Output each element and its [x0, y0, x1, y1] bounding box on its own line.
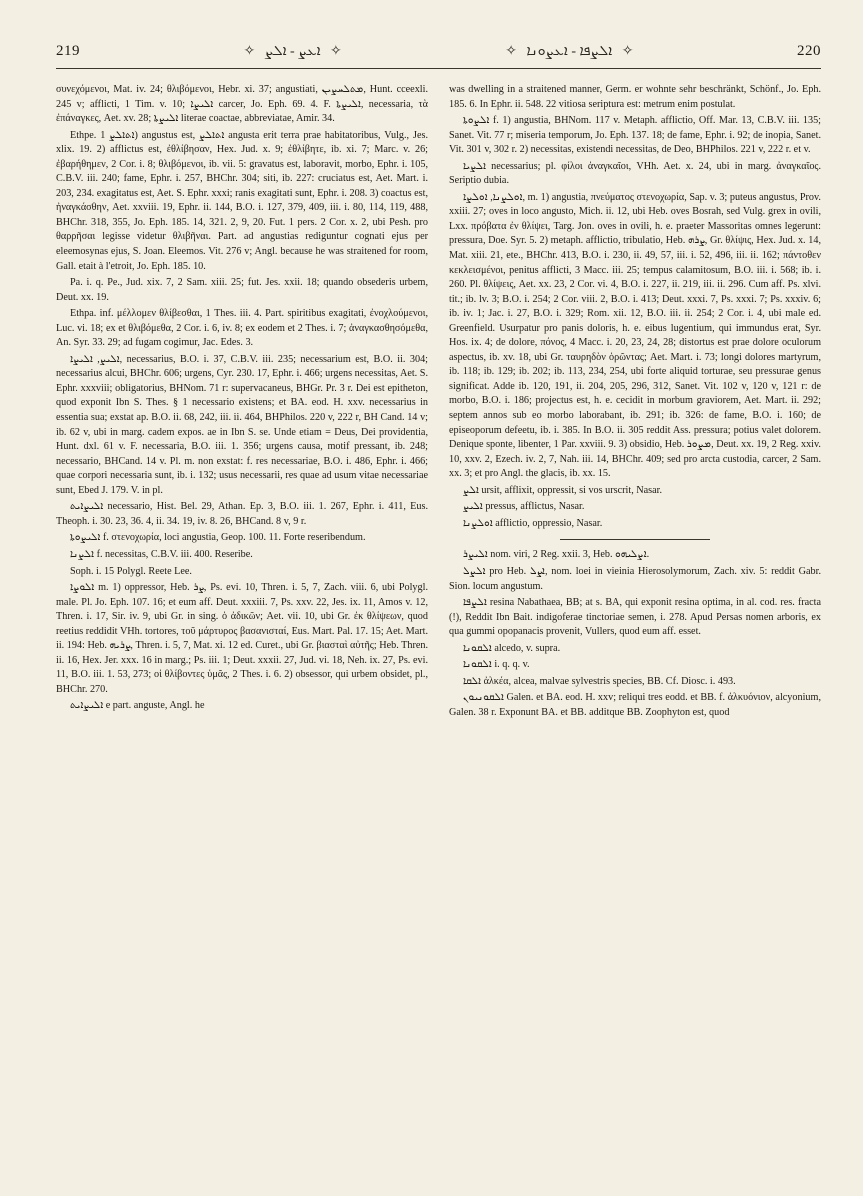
left-running-head: ✧ ܐܥܨ - ܐܠܨ ✧ [243, 43, 342, 59]
right-column [449, 83, 821, 1173]
dictionary-entry: ܐܠܩܘܢܐ alcedo, v. supra. [463, 642, 561, 654]
dictionary-entry: ܐܠܝܨ, ܐܠܝܨܐ, necessarius, B.O. i. 37, C.B.V. iii. 235; necessarium est, B.O. ii. 304; necessarius alcui, BHChr. 606; urgens, Cyr. 230. 17, Ephr. i. 466; urgens necessitas, Aet. S. Ephr. xxxviii; obligatorius, BHNom. 71 r: supervacaneus, BHGr. Pr. 3 r. Dei est epitheton, quod exponit Ibn S. Thes. § 1 necessario existens; et BA. eod. H. xxv. necessarius in essentia sua; exstat ap. B.O. ii. 68, 242, iii. ii. 464, BHPhilos. 220 v, 222 r, BH Cand. 14 v; ib. 62 v, ubi in marg. cadem expos. ae in Ibn S. se. Unde etiam = Deus, Dei providentia, Hunt. dxl. 61 v. F. necessaria, B.O. iii. 1. 356; urgens causa, motif pressant, ib. 248; necessario, BHCand. 14 v. Pl. m. non exstat: f. res necessariae, B.O. i. 486, Ephr. i. 466; quae corpori necessaria sunt, ib. i. 132; usus necessarii, res quae ad usum vitae necessariae sunt, Ebed J. 179. V. in pl. [56, 353, 428, 496]
dictionary-entry: ܐܠܨܠ pro Heb. ܐܨܠ, nom. loei in vieinia Hierosolymorum, Zach. xiv. 5: reddit Gabr. Sion. locum angustum. [449, 565, 821, 592]
dictionary-entry: ܐܘܠܨܢܐ afflictio, oppressio, Nasar. [463, 517, 603, 529]
dictionary-entry: συνεχόμενοι, Mat. iv. 24; θλιβόμενοι, Hebr. xi. 37; angustiati, ܡܬܠܚܨܝܢ, Hunt. cceexli. 245 v; afflicti, 1 Tim. v. 10; ܐܠܝܨܐ carcer, Jo. Eph. 69. 4. F. ܐܠܝܨܬܐ, necessaria, τὰ ἐπάναγκες, Aet. xv. 28; ܐܠܝܨܬܐ literae coactae, abbreviatae, Amir. 34. [56, 84, 428, 125]
dictionary-entry: ܐܠܝܨ pressus, afflictus, Nasar. [463, 501, 585, 513]
dictionary-entry: ܐܠܨܝܐ necessarius; pl. φίλοι ἀναγκαῖοι, VHh. Aet. x. 24, ubi in marg. ἀναγκαῖος. Seriptio dubia. [449, 160, 821, 187]
dictionary-entry: ܐܠܩܘܢܐ i. q. q. v. [463, 659, 530, 671]
dictionary-entry: ܐܠܝܨܘܬܐ f. στενοχωρία, loci angustia, Geop. 100. 11. Forte reseribendum. [70, 532, 366, 544]
two-column-body [56, 83, 821, 1173]
section-separator [560, 539, 710, 540]
dictionary-entry: ܐܠܩܘܢܝܘܢ Galen. et BA. eod. H. xxv; reliqui tres eodd. et BB. f. ἀλκυόνιον, alcyonium, Galen. 38 r. Exponunt BA. et BB. additque BB. Zoophyton est, quod [449, 692, 821, 718]
left-page-number: 219 [56, 42, 80, 59]
dictionary-entry: ܐܠܩܐ ἀλκέα, alcea, malvae sylvestris species, BB. Cf. Diosc. i. 493. [463, 675, 736, 687]
header-rule [56, 68, 821, 69]
dictionary-entry: ܐܠܨܦܐ resina Nabathaea, BB; at s. BA, qui exponit resina optima, in al. cod. res. fracta (!), Reddit Ibn Bait. indigoferae tinctoriae semen, i. 278. Apud Persas nomen arboris, ex qua gummi opopanacis provenit, Vullers, quod eum aff. esset. [449, 597, 821, 638]
dictionary-entry: was dwelling in a straitened manner, Germ. er wohnte sehr beschränkt, Schönf., Jo. Eph. 185. 6. In Ephr. ii. 548. 22 vitiosa seriptura est: metrum enim postulat. [449, 84, 821, 110]
right-page-number: 220 [796, 42, 821, 59]
dictionary-entry: ܐܠܨ ursit, afflixit, oppressit, si vos urscrit, Nasar. [463, 484, 663, 496]
left-column [56, 83, 428, 1173]
dictionary-entry: Soph. i. 15 Polygl. Reete Lee. [70, 565, 192, 577]
dictionary-entry: Pa. i. q. Pe., Jud. xix. 7, 2 Sam. xiii. 25; fut. Jes. xxii. 18; quando obsederis urbem, Deut. xx. 19. [56, 277, 428, 303]
dictionary-entry: ܐܠܨܢܐ f. necessitas, C.B.V. iii. 400. Reseribe. [70, 548, 253, 560]
dictionary-entry: ܐܠܝܨܪ nom. viri, 2 Reg. xxii. 3, Heb. ܐܨܠܝܗܘ. [463, 549, 650, 561]
dictionary-entry: ܐܠܘܨܐ m. 1) oppressor, Heb. ܨܪ, Ps. evi. 10, Thren. i. 5, 7, Zach. viii. 6, ubi Polygl. male. Pl. Jo. Eph. 107. 16; et eum aff. Deut. xxxiii. 7, Ps. xxv. 22, Jes. ix. 11, Amos v. 12, Thren. i. 17, Sir. iv. 9, ubi Gr. in sing. ὁ ἀδικῶν; Aet. vii. 10, ubi Gr. ἐκ θλίψεων, quod reetius reddidit VHh. tortores, τοῦ μάρτυρος βασανισταί, Eus. Mart. Pal. 17. 15; Aet. Mart. ii. 194: Heb. ܨܪܝܗ, Thren. i. 5, 7, Mat. xi. 12 ed. Curet., ubi Gr. βιασταὶ αὐτῆς; Heb. Thren. ii. 16, Hex. Jer. xxx. 16 in marg.; Ps. iii. 1; Deut. xxxii. 27, Jud. vi. 18, Neh. ix. 27, Ps. evi. 11, B.O. iii. 1. 53, 273; οἱ θλίβοντες ὑμᾶς, 2 Thes. i. 6. 2) obsessor, qui urbem obsidet, pl., BHChr. 270. [56, 582, 428, 695]
dictionary-entry: Ethpa. inf. μέλλομεν θλίβεσθαι, 1 Thes. iii. 4. Part. spiritibus exagitati, ἐνοχλούμενοι, Luc. vi. 18; ex et θλιβόμεθα, 2 Cor. i. 6, iv. 8; ex eodem et 2 Thes. i. 7; ἀναγκασθησόμεθα, An. Syr. 33. 29; ad fugam cogimur, Jac. Edes. 3. [56, 308, 428, 349]
dictionary-entry: ܐܠܝܨܐܝܬ necessario, Hist. Bel. 29, Athan. Ep. 3, B.O. iii. 1. 267, Ephr. i. 411, Eus. Theoph. i. 30. 23, 36. 4, ii. 34. 19, iv. 8. 26, BHCand. 8 v, 9 r. [56, 501, 428, 527]
right-running-head: ✧ ܐܠܨܦܐ - ܐܥܨܘܢܐ ✧ [505, 43, 634, 59]
dictionary-entry: ܐܠܝܨܐܝܬ e part. anguste, Angl. he [70, 700, 205, 712]
dictionary-entry: Ethpe. ܐܬܐܠܨ 1) angustus est, ܐܬܐܠܨ angusta erit terra prae habitatoribus, Vulg., Jes. xlix. 19. 2) afflictus est, ἐθλίβησαν, Hex. Jud. x. 9; ἐθλίβητε, ib. xi. 7; Marc. v. 26; ἐβαρήθημεν, 2 Cor. i. 8; θλιβόμενοι, ib. vii. 5: gravatus est, laboravit, morbo, Ephr. i. 105, C.B.V. iii. 240; fame, Ephr. i. 257, BHChr. 304; siti, ib. 227: cruciatus est, Aet. Mart. i. 203, 234. exagitatus est, Aet. S. Ephr. xxxi; ranis exagitati sunt, Ephr. i. 208. 3) coactus est, ἠναγκάσθην, Aet. xxviii. 19, Ephr. ii. 144, B.O. i. 127, 379, 409, iii. i. 80, 114, 119, 488, BHChr. 318, 355, Jo. Eph. 185. 14, 321. 2, 9, 20. Fut. 1 pers. 2 Cor. x. 2, ubi Pesh. pro θαρρῆσαι legisse videtur θλιβῆναι. Part. ad angustias rediguntur cognati ejus per eleemosynas ejus, S. Joan. Eleemos. Vit. 276 v; Angl. because he was straitened for room, Gall. etait à l'etroit, Jo. Eph. 185. 10. [56, 129, 428, 272]
page-header [56, 38, 821, 64]
dictionary-entry: ܐܠܨܘܬܐ f. 1) angustia, BHNom. 117 v. Metaph. afflictio, Off. Mar. 13, C.B.V. iii. 135; Sanet. Vit. 77 r; miseria temporum, Jo. Eph. 137. 18; de fame, Ephr. i. 92; de inopia, Sanet. Vit. 301 v, 302 r. 2) necessitas, existendi necessitas, de Deo, BHPhilos. 221 v, 222 r. et v. [449, 115, 821, 156]
dictionary-entry: ܐܘܠܨܢܐ, ܐܘܠܨܐ, m. 1) angustia, πνεύματος στενοχωρία, Sap. v. 3; puteus angustus, Prov. xxiii. 27; oves in loco angusto, Mich. ii. 12, ubi Heb. oves Bosrah, sed Vulg. grex in ovili, Lxx. πρόβατα ἐν θλίψει, Targ. Jon. oves in ovili, h. e. praeter Massoritas omnes legerunt: pressura, Doe. Syr. 5. 2) metaph. afflictio, tribulatio, Heb. ܨܪܗ, Gr. θλίψις, Hex. Jud. x. 14, Mat. xiii. 21, ete., BHChr. 413, B.O. i. 230, ii. 49, 57, iii. i. 52, 496, iii. ii. 162; πάντοθεν κεκλεισμένοι, penitus afflicti, 3 Macc. iii. 25; tempus calamitosum, B.O. iii. i. 568; ib. i. 260. Pl. θλίψεις, Aet. xx. 23, 2 Cor. vi. 4, B.O. i. 227, ii. 219, iii. ii. 296. Cum aff. Ps. xlvi. tit.; ib. lv. 3; B.O. i. 254; 2 Cor. viii. 2, B.O. i. 413; Deut. xxxi. 7, Ps. xxxi. 7; Ps. xxxiv. 6; ib. iv. 1; Jac. i. 27, B.O. i. 329; Rom. xii. 12, B.O. iii. ii. 254; 2 Cor. i. 4, ubi male ed. Greenfield. Usurpatur pro panis doloris, h. e. eibus lugentium, qui immundus erat, Syr. Hos. ix. 4; de dolore, πόνος, 4 Macc. i. 20, 23, 24, 28; distortus est prae dolore oculorum aspectus, ib. xv. 18, ubi Gr. ταυρηδὸν ὁρῶντας; Aet. Mart. i. 73; longi dolores martyrum, ib. 118; ib. 129; ib. 202; ib. 113, 234, 254, ubi forte aliquid torturae, seu pressurae genus significat. Adde ib. 120, 191, ii. 204, 205, 296, 312, Sanet. Vit. 102 v, 120 v, 121 r: de morbo, B.O. i. 186; projectus est, h. e. cecidit in morbum graviorem, Aet. Mart. ii. 292; septem annos sub eo morbo laborabant, ib. 291; ib. 326: de fame, B.O. i. 160; de episeoporum defeetu, ib. i. 385. In B.O. ii. 305 reddit Ass. pressura; potius valet dolorem. Denique sponte, libenter, 1 Par. xxviii. 9. 3) obsidio, Heb. ܡܨܘܪ, Deut. xx. 19, 2 Reg. xxiv. 10, xxv. 2, Ezech. iv. 2, 7, Nah. iii. 14, BHChr. 409; sed pro arcta custodia, carcer, 2 Sam. xx. 3; et pro Angl. the glacis, ib. xx. 15. [449, 191, 821, 480]
